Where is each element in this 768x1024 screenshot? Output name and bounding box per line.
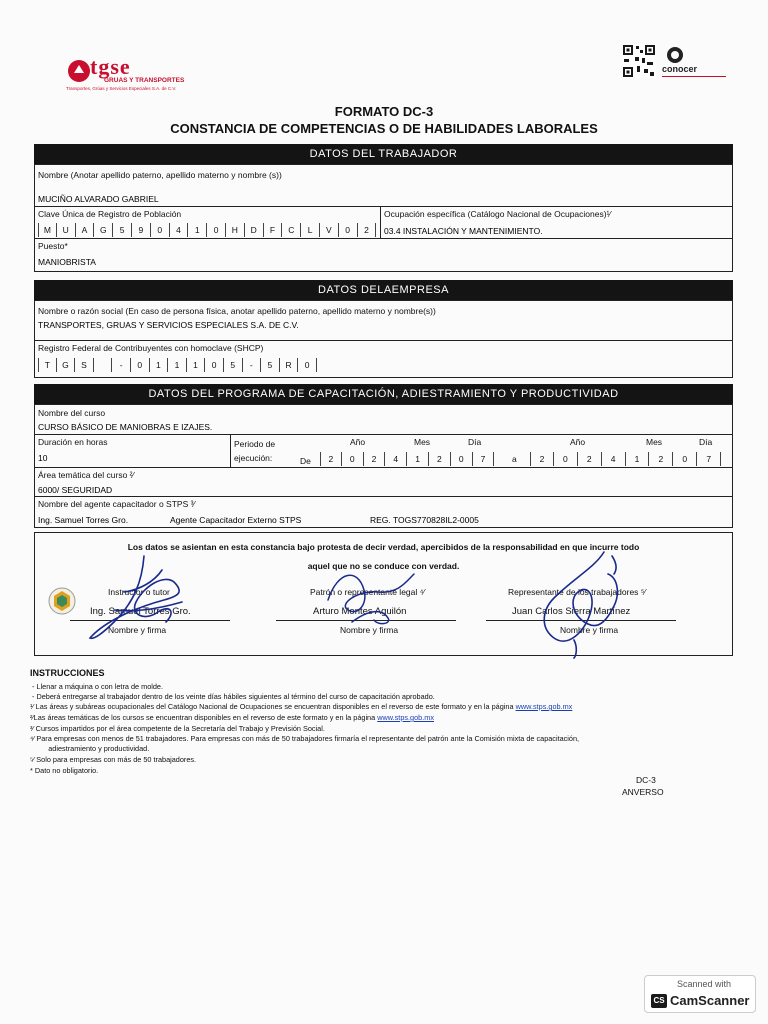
instruccion-line: - Llenar a máquina o con letra de molde. bbox=[32, 682, 164, 691]
curp-char-cell: H bbox=[226, 223, 245, 237]
anio-end-label: Año bbox=[570, 437, 586, 447]
end-date-char-cell: 1 bbox=[626, 452, 650, 466]
qr-code-icon bbox=[622, 44, 656, 78]
agente-nombre: Ing. Samuel Torres Gro. bbox=[38, 515, 129, 525]
instrucciones-title: INSTRUCCIONES bbox=[30, 668, 105, 678]
stps-link-1[interactable]: www.stps.gob.mx bbox=[515, 702, 573, 711]
instructor-name: Ing. Samuel Torres Gro. bbox=[90, 606, 191, 617]
patron-nombre-firma: Nombre y firma bbox=[340, 625, 399, 635]
conocer-logo-text: conocer bbox=[662, 64, 698, 74]
rfc-char-cell: R bbox=[280, 358, 299, 372]
rfc-cells bbox=[38, 358, 317, 372]
curp-char-cell: 4 bbox=[170, 223, 189, 237]
end-date-char-cell: 0 bbox=[554, 452, 578, 466]
curp-char-cell: C bbox=[282, 223, 301, 237]
rfc-char-cell: G bbox=[57, 358, 76, 372]
divider bbox=[34, 340, 733, 341]
curp-label: Clave Única de Registro de Población bbox=[38, 209, 182, 219]
trabajadores-title: Representante de los trabajadores ⁵⁄ bbox=[508, 587, 646, 597]
patron-name: Arturo Montes Aguilón bbox=[313, 606, 407, 617]
curp-char-cell: 0 bbox=[339, 223, 358, 237]
rfc-char-cell: T bbox=[38, 358, 57, 372]
divider bbox=[34, 206, 733, 207]
instruccion-line: - Deberá entregarse al trabajador dentro de los veinte días hábiles siguientes al término del curso de capacitación aprobado. bbox=[32, 692, 435, 701]
divider bbox=[34, 434, 733, 435]
rfc-char-cell: 0 bbox=[131, 358, 150, 372]
duracion-value: 10 bbox=[38, 453, 48, 463]
instruccion-line bbox=[30, 713, 434, 722]
instructor-signature bbox=[84, 552, 194, 644]
curp-char-cell: D bbox=[245, 223, 264, 237]
rfc-char-cell: 0 bbox=[205, 358, 224, 372]
instructor-title: Instructor o tutor bbox=[108, 587, 170, 597]
curp-char-cell: G bbox=[94, 223, 113, 237]
start-date-char-cell: 2 bbox=[364, 452, 386, 466]
start-date-char-cell: 4 bbox=[385, 452, 407, 466]
curp-char-cell: V bbox=[320, 223, 339, 237]
divider bbox=[34, 467, 733, 468]
curp-char-cell: 2 bbox=[358, 223, 377, 237]
logo-main-text: tgse bbox=[90, 54, 131, 79]
end-date-char-cell: 2 bbox=[649, 452, 673, 466]
curp-char-cell: 0 bbox=[151, 223, 170, 237]
section-trabajador-header: DATOS DEL TRABAJADOR bbox=[34, 144, 733, 164]
periodo-label: Periodo de bbox=[234, 439, 276, 449]
curp-char-cell: 0 bbox=[207, 223, 226, 237]
periodo-label-2: ejecución: bbox=[234, 453, 273, 463]
patron-signature bbox=[318, 560, 428, 630]
puesto-value: MANIOBRISTA bbox=[38, 257, 96, 267]
company-logo-icon bbox=[66, 58, 92, 84]
area-value: 6000/ SEGURIDAD bbox=[38, 485, 113, 495]
end-date-char-cell: 2 bbox=[530, 452, 554, 466]
divider bbox=[34, 496, 733, 497]
ocupacion-value: 03.4 INSTALACIÓN Y MANTENIMIENTO. bbox=[384, 226, 543, 236]
de-label: De bbox=[300, 456, 311, 466]
curp-char-cell: 9 bbox=[132, 223, 151, 237]
stps-link-2[interactable]: www.stps.gob.mx bbox=[377, 713, 434, 722]
form-subtitle: CONSTANCIA DE COMPETENCIAS O DE HABILIDADES LABORALES bbox=[170, 121, 598, 136]
end-date-char-cell: 7 bbox=[697, 452, 721, 466]
instruccion-text: ²⁄Las áreas temáticas de los cursos se encuentran disponibles en el reverso de este formato y en la página bbox=[30, 713, 376, 722]
curp-char-cell: M bbox=[38, 223, 57, 237]
rfc-char-cell: - bbox=[112, 358, 131, 372]
rfc-char-cell: S bbox=[75, 358, 94, 372]
section-programa-header: DATOS DEL PROGRAMA DE CAPACITACIÓN, ADIESTRAMIENTO Y PRODUCTIVIDAD bbox=[34, 384, 733, 404]
rfc-char-cell: 1 bbox=[187, 358, 206, 372]
rfc-char-cell: 5 bbox=[261, 358, 280, 372]
section-empresa-header: DATOS DELAEMPRESA bbox=[34, 280, 733, 300]
anio-start-label: Año bbox=[350, 437, 366, 447]
patron-title: Patrón o representante legal ⁴⁄ bbox=[310, 587, 425, 597]
end-date-cells bbox=[530, 452, 721, 466]
form-side: ANVERSO bbox=[622, 787, 664, 797]
area-label: Área temática del curso ²⁄ bbox=[38, 470, 134, 480]
instruccion-line: adiestramiento y productividad. bbox=[30, 744, 150, 753]
qr-code bbox=[622, 44, 656, 78]
logo-sub-text: GRUAS Y TRANSPORTES bbox=[104, 77, 185, 84]
divider bbox=[34, 238, 733, 239]
ocupacion-label: Ocupación específica (Catálogo Nacional de Ocupaciones)¹⁄ bbox=[384, 209, 611, 219]
rfc-char-cell: - bbox=[243, 358, 262, 372]
trabajadores-name: Juan Carlos Sierra Martínez bbox=[512, 606, 631, 617]
mes-end-label: Mes bbox=[646, 437, 663, 447]
curso-value: CURSO BÁSICO DE MANIOBRAS E IZAJES. bbox=[38, 422, 213, 432]
nombre-label: Nombre (Anotar apellido paterno, apellido materno y nombre (s)) bbox=[38, 170, 282, 180]
start-date-char-cell: 7 bbox=[473, 452, 495, 466]
start-date-char-cell: 2 bbox=[429, 452, 451, 466]
company-logo bbox=[66, 54, 216, 94]
institutional-seal-icon bbox=[46, 586, 78, 616]
instruccion-line: ³⁄ Cursos impartidos por el área competente de la Secretaría del Trabajo y Previsión Social. bbox=[30, 724, 325, 733]
curp-char-cell: 1 bbox=[188, 223, 207, 237]
agente-label: Nombre del agente capacitador o STPS ³⁄ bbox=[38, 499, 195, 509]
duracion-label: Duración en horas bbox=[38, 437, 108, 447]
instruccion-line: ⁴⁄ Para empresas con menos de 51 trabajadores. Para empresas con más de 50 trabajadores firmaría el representante del patrón ante la Comisión mixta de capacitación, bbox=[30, 734, 580, 743]
start-date-char-cell: 2 bbox=[320, 452, 342, 466]
conocer-logo-line bbox=[662, 76, 726, 77]
dia-start-label: Día bbox=[468, 437, 482, 447]
start-date-char-cell: 0 bbox=[342, 452, 364, 466]
start-date-char-cell: 0 bbox=[451, 452, 473, 466]
agente-registro: REG. TOGS770828IL2-0005 bbox=[370, 515, 479, 525]
rfc-char-cell: 1 bbox=[150, 358, 169, 372]
camscanner-watermark bbox=[644, 975, 756, 1013]
curp-cells bbox=[38, 223, 376, 237]
razon-label: Nombre o razón social (En caso de persona física, anotar apellido paterno, apellido materno y nombre(s)) bbox=[38, 306, 436, 316]
curso-label: Nombre del curso bbox=[38, 408, 106, 418]
dia-end-label: Día bbox=[699, 437, 713, 447]
logo-tagline: Transportes, Grúas y Servicios Especiales S.A. de C.V. bbox=[66, 86, 177, 91]
form-title: FORMATO DC-3 bbox=[334, 104, 434, 119]
curp-char-cell: U bbox=[57, 223, 76, 237]
end-date-char-cell: 2 bbox=[578, 452, 602, 466]
start-date-cells bbox=[320, 452, 494, 466]
end-date-char-cell: 4 bbox=[602, 452, 626, 466]
curp-char-cell: F bbox=[264, 223, 283, 237]
conocer-logo bbox=[662, 46, 732, 80]
scanned-with-text: Scanned with bbox=[677, 979, 732, 989]
nombre-value: MUCIÑO ALVARADO GABRIEL bbox=[38, 194, 159, 204]
form-code: DC-3 bbox=[636, 775, 656, 785]
declaracion-line-2: aquel que no se conduce con verdad. bbox=[307, 561, 460, 571]
curp-char-cell: 5 bbox=[113, 223, 132, 237]
end-date-char-cell: 0 bbox=[673, 452, 697, 466]
razon-value: TRANSPORTES, GRUAS Y SERVICIOS ESPECIALES S.A. DE C.V. bbox=[38, 320, 299, 330]
divider bbox=[380, 206, 381, 238]
instruccion-line: ⁵⁄ Solo para empresas con más de 50 trabajadores. bbox=[30, 755, 197, 764]
instruccion-text: ¹⁄ Las áreas y subáreas ocupacionales del Catálogo Nacional de Ocupaciones se encuentran disponibles en el reverso de este formato y en la página bbox=[30, 702, 514, 711]
camscanner-logo-icon: CS bbox=[651, 994, 667, 1008]
rfc-label: Registro Federal de Contribuyentes con homoclave (SHCP) bbox=[38, 343, 264, 353]
instructor-nombre-firma: Nombre y firma bbox=[108, 625, 167, 635]
rfc-char-cell bbox=[94, 358, 113, 372]
camscanner-name: CamScanner bbox=[670, 993, 750, 1008]
trabajadores-nombre-firma: Nombre y firma bbox=[560, 625, 619, 635]
curp-char-cell: A bbox=[76, 223, 95, 237]
divider bbox=[230, 434, 231, 467]
curp-char-cell: L bbox=[301, 223, 320, 237]
a-label: a bbox=[512, 454, 517, 464]
puesto-label: Puesto* bbox=[38, 241, 68, 251]
trabajadores-signature bbox=[534, 548, 634, 660]
instruccion-line: * Dato no obligatorio. bbox=[30, 766, 99, 775]
conocer-logo-icon bbox=[666, 46, 684, 64]
mes-start-label: Mes bbox=[414, 437, 431, 447]
agente-tipo: Agente Capacitador Externo STPS bbox=[170, 515, 302, 525]
instruccion-line bbox=[30, 702, 572, 711]
declaracion-line-1: Los datos se asientan en esta constancia bajo protesta de decir verdad, apercibidos de la responsabilidad en que incurre todo bbox=[127, 542, 640, 552]
start-date-char-cell: 1 bbox=[407, 452, 429, 466]
rfc-char-cell: 0 bbox=[298, 358, 317, 372]
rfc-char-cell: 1 bbox=[168, 358, 187, 372]
rfc-char-cell: 5 bbox=[224, 358, 243, 372]
